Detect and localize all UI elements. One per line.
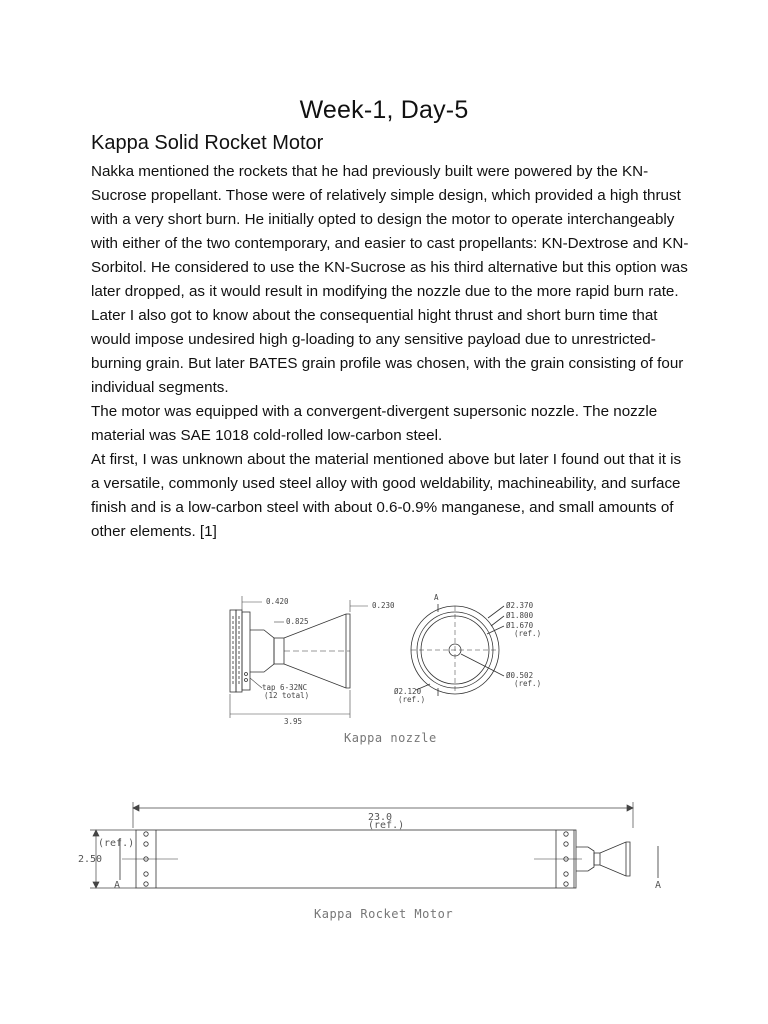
- motor-body: [120, 830, 658, 888]
- motor-drawing-svg: [78, 798, 678, 926]
- body-text: [91, 160, 691, 544]
- dim-d4-ref: (ref.): [514, 679, 542, 688]
- motor-caption: Kappa Rocket Motor: [314, 907, 454, 921]
- dim-d3: Ø1.670: [506, 621, 534, 630]
- motor-diameter: 2.50: [78, 854, 103, 865]
- dim-d4: Ø0.502: [506, 671, 534, 680]
- motor-diameter-ref: (ref.): [98, 838, 135, 849]
- dim-d3-ref: (ref.): [514, 629, 542, 638]
- paragraph-propellant: Nakka mentioned the rockets that he had previously built were powered by the KN-Sucrose propellant. Those were of relatively simple design, which provided a high thrust with a very short burn. He initially opted to design the motor to operate interchangeably with either of the two contemporary, and easier to cast propellants: KN-Dextrose and KN-Sorbitol. He considered to use the KN-Sucrose as his third alternative but this option was later dropped, as it would result in modifying the nozzle due to the more rapid burn rate. Later I also got to know about the consequential hight thrust and short burn time that would impose undesired high g-loading to any sensitive payload due to unrestricted-burning grain. But later BATES grain profile was chosen, with the grain consisting of four individual segments.: [91, 163, 689, 396]
- motor-section-left: A: [114, 880, 121, 891]
- nozzle-drawing-svg: [218, 590, 550, 750]
- nozzle-drawing: [218, 590, 550, 750]
- paragraph-steel: At first, I was unknown about the material mentioned above but later I found out that it is a versatile, commonly used steel alloy with good weldability, machineability, and surface finish and is a low-carbon steel with about 0.6-0.9% manganese, and small amounts of other elements. [1]: [91, 451, 682, 540]
- motor-length-ref: (ref.): [368, 820, 405, 831]
- dim-d5-ref: (ref.): [398, 695, 426, 704]
- motor-length: 23.0: [368, 812, 393, 823]
- paragraph-nozzle: The motor was equipped with a convergent-divergent supersonic nozzle. The nozzle material was SAE 1018 cold-rolled low-carbon steel.: [91, 403, 658, 444]
- nozzle-end-view: [411, 604, 504, 696]
- dim-d5: Ø2.120: [394, 687, 422, 696]
- dim-d1: Ø2.370: [506, 601, 534, 610]
- dim-flange-thickness: 0.420: [266, 597, 289, 606]
- dim-d2: Ø1.800: [506, 611, 534, 620]
- motor-section-right: A: [655, 880, 662, 891]
- dim-section-a: A: [434, 593, 439, 602]
- nozzle-caption: Kappa nozzle: [344, 731, 437, 745]
- dim-exit-lip: 0.230: [372, 601, 395, 610]
- dim-tap-note: (12 total): [264, 691, 310, 700]
- dim-tap: tap 6-32NC: [262, 683, 308, 692]
- section-heading: Kappa Solid Rocket Motor: [91, 132, 324, 154]
- dim-length: 3.95: [284, 717, 303, 726]
- dim-throat: 0.825: [286, 617, 309, 626]
- motor-drawing: [78, 798, 678, 926]
- page-title: Week-1, Day-5: [299, 96, 469, 124]
